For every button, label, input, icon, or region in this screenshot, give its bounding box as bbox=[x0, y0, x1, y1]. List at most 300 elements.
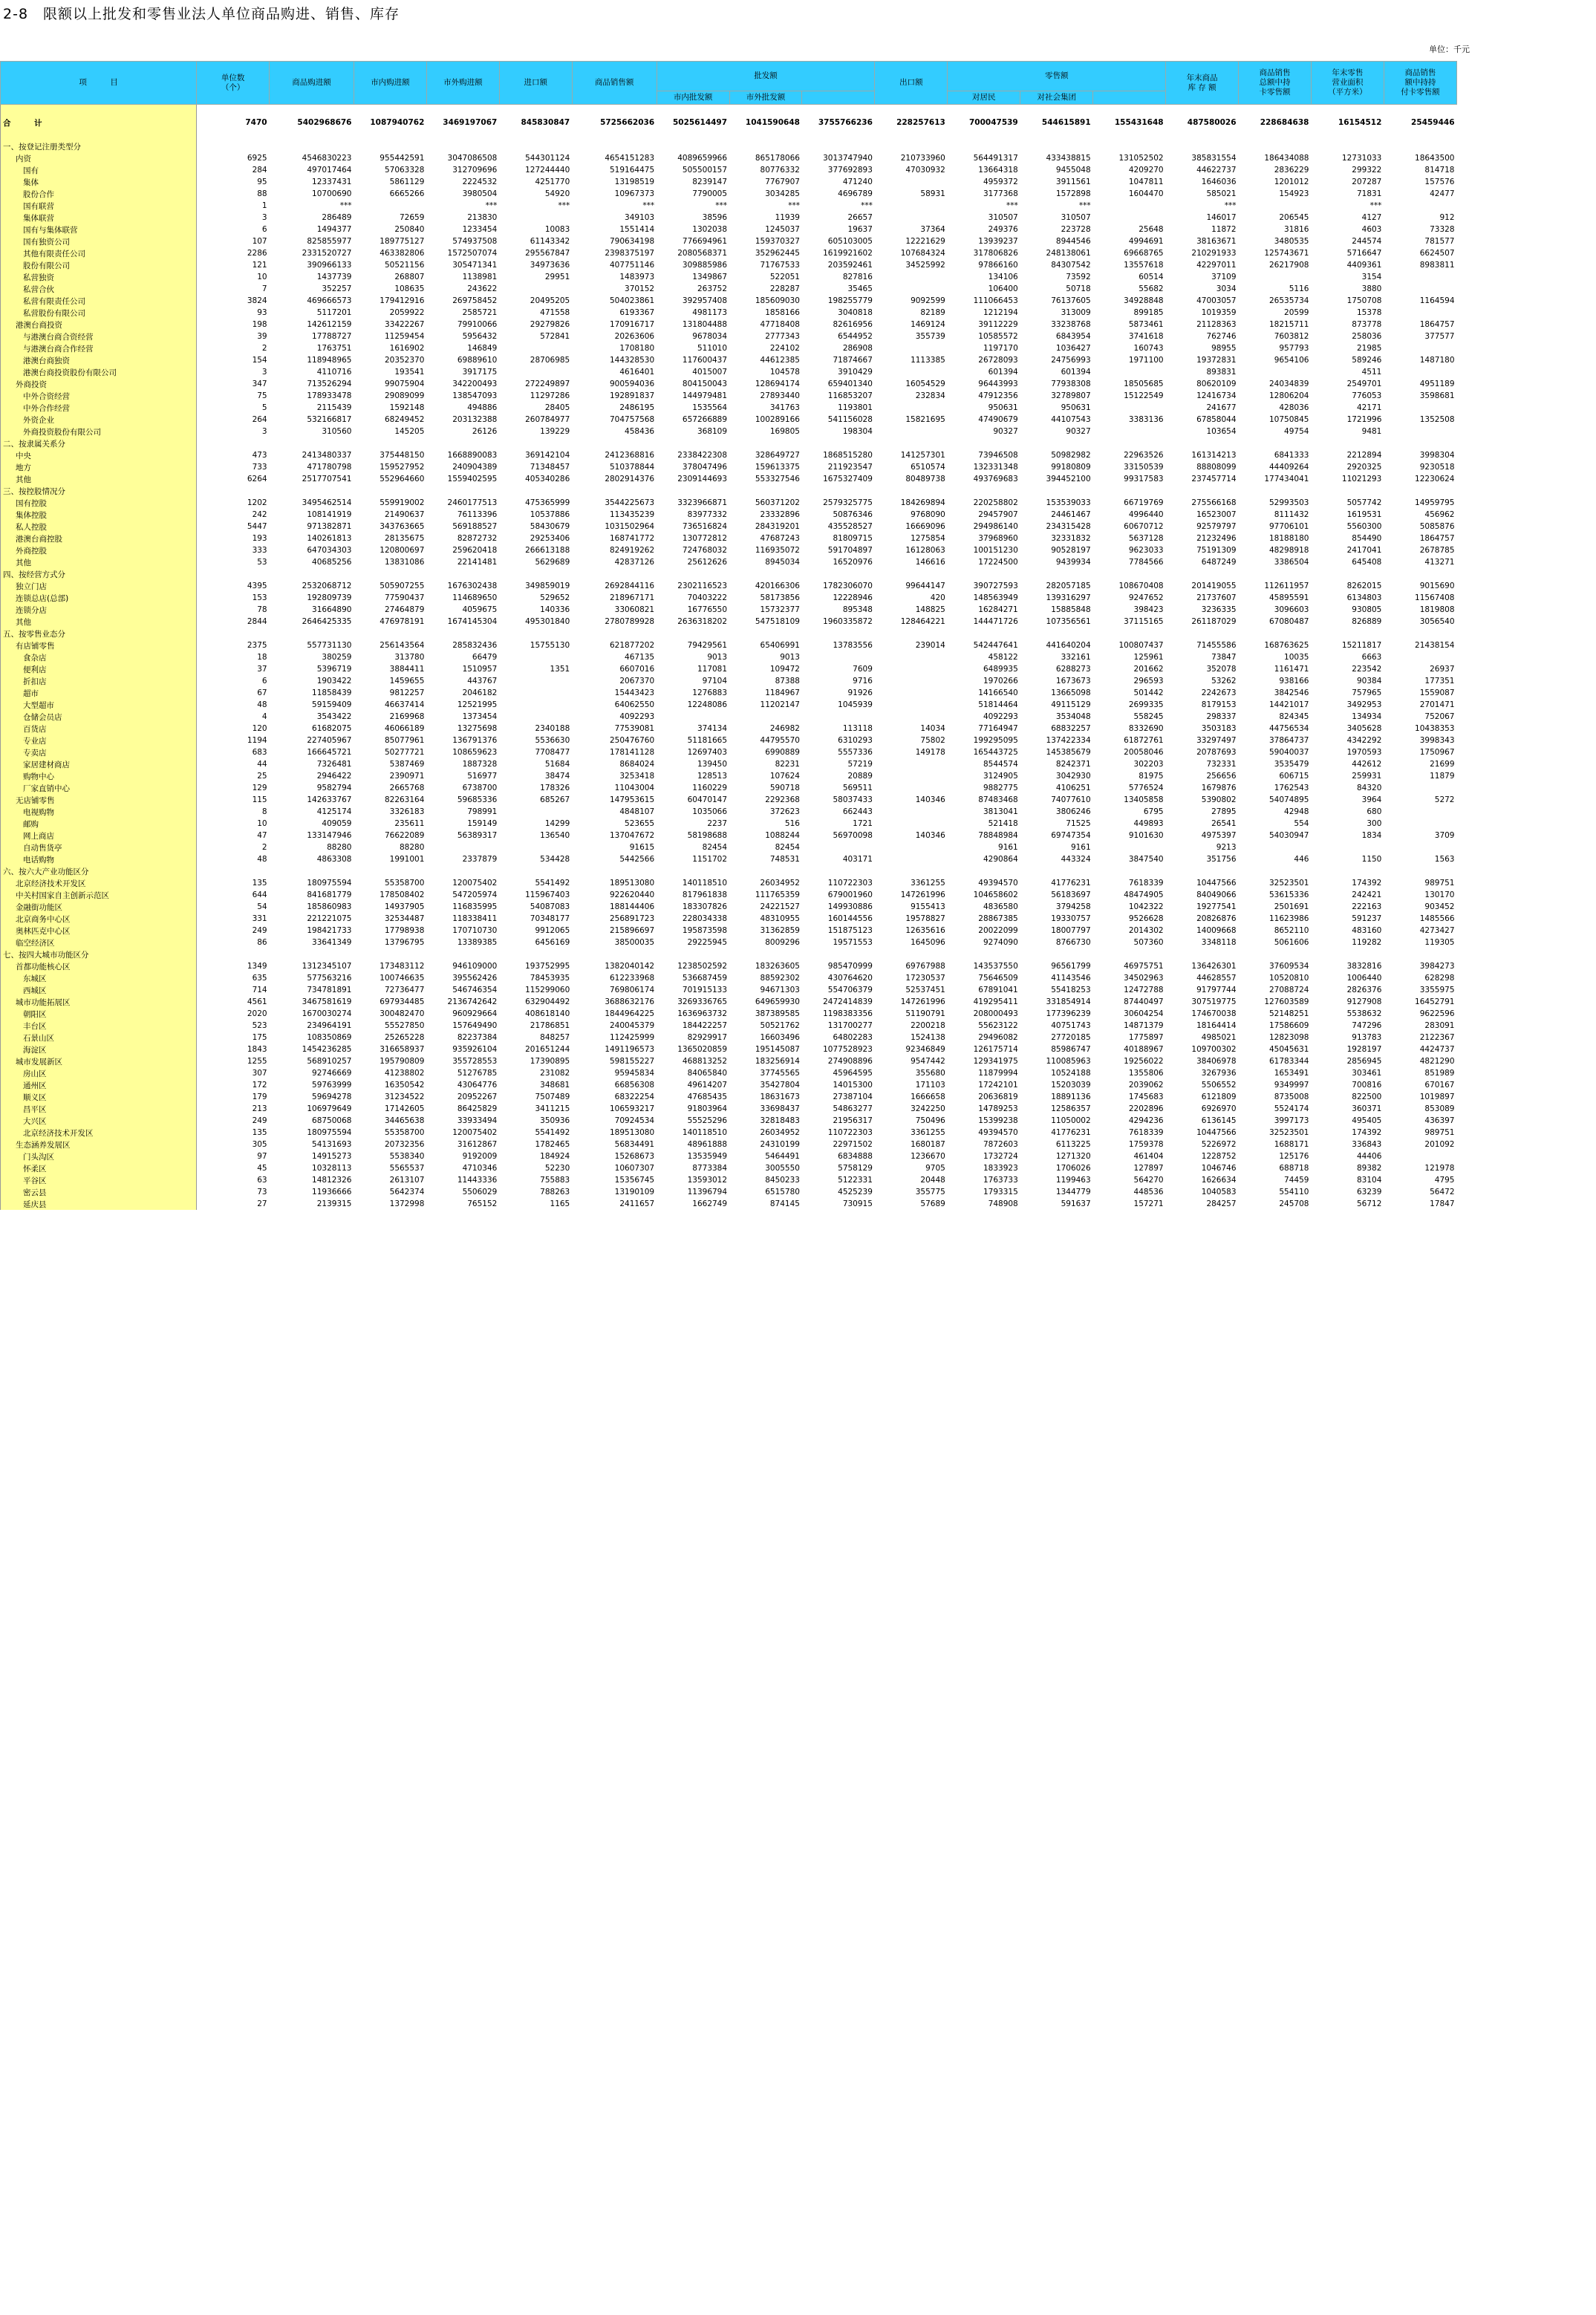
cell-value bbox=[1093, 212, 1166, 224]
table-row bbox=[1, 865, 1457, 877]
cell-value bbox=[1384, 307, 1456, 319]
cell-value bbox=[948, 628, 1020, 639]
cell-value bbox=[1093, 865, 1166, 877]
cell-value: 234315428 bbox=[1046, 522, 1091, 531]
cell-value: 10035 bbox=[1284, 653, 1309, 662]
cell-value: 25612626 bbox=[687, 558, 728, 567]
cell-value: 16350542 bbox=[384, 1081, 425, 1090]
cell-value: 178141128 bbox=[610, 748, 655, 757]
cell-value: 137047672 bbox=[610, 831, 655, 840]
cell-value: 950631 bbox=[1061, 403, 1091, 412]
cell-value: 90528197 bbox=[1051, 546, 1091, 555]
cell-value: 117600437 bbox=[682, 356, 728, 365]
row-label: 专业店 bbox=[1, 735, 197, 746]
cell-value: 85077961 bbox=[384, 736, 425, 745]
cell-value: 53262 bbox=[1211, 677, 1237, 686]
cell-value: 8242371 bbox=[1055, 760, 1091, 769]
cell-value: 647034303 bbox=[307, 546, 352, 555]
cell-value: 6544952 bbox=[838, 332, 873, 341]
cell-value: 9127908 bbox=[1346, 997, 1382, 1006]
row-label: 丰台区 bbox=[1, 1020, 197, 1032]
cell-value: 47490679 bbox=[978, 415, 1018, 424]
cell-value: 9526628 bbox=[1128, 914, 1164, 923]
cell-value: 28706985 bbox=[530, 356, 570, 365]
cell-value bbox=[1384, 841, 1456, 853]
cell-value: 6310293 bbox=[838, 736, 873, 745]
cell-value: 8239147 bbox=[692, 178, 728, 186]
table-row bbox=[1, 1020, 1457, 1032]
cell-value: 227405967 bbox=[307, 736, 352, 745]
cell-value: 60670712 bbox=[1124, 522, 1164, 531]
cell-value: 63 bbox=[257, 1176, 267, 1185]
cell-value: 377692893 bbox=[827, 166, 873, 175]
cell-value bbox=[875, 568, 948, 580]
cell-value bbox=[426, 437, 499, 449]
cell-value bbox=[875, 865, 948, 877]
cell-value: 776694961 bbox=[682, 237, 728, 246]
cell-value: 635 bbox=[252, 974, 267, 983]
cell-value bbox=[1020, 568, 1093, 580]
cell-value: 752067 bbox=[1424, 712, 1455, 721]
cell-value: 20352370 bbox=[384, 356, 425, 365]
cell-value bbox=[875, 651, 948, 663]
cell-value: 15399238 bbox=[978, 1116, 1018, 1125]
cell-value: 17847 bbox=[1430, 1199, 1455, 1208]
cell-value: 1559087 bbox=[1419, 688, 1455, 697]
cell-value bbox=[875, 853, 948, 865]
cell-value: 2412368816 bbox=[605, 451, 655, 460]
table-row bbox=[1, 1103, 1457, 1115]
cell-value bbox=[948, 865, 1020, 877]
table-row bbox=[1, 913, 1457, 925]
cell-value: 131700277 bbox=[827, 1021, 873, 1030]
cell-value bbox=[1093, 402, 1166, 414]
cell-value bbox=[197, 865, 270, 877]
cell-value: 5629689 bbox=[535, 558, 570, 567]
cell-value: 120075402 bbox=[452, 1128, 498, 1137]
table-row bbox=[1, 449, 1457, 461]
cell-value: 912 bbox=[1439, 213, 1455, 222]
cell-value: 1164594 bbox=[1419, 296, 1455, 305]
cell-value: 4209270 bbox=[1128, 166, 1164, 175]
header-ret-blank bbox=[1093, 91, 1166, 105]
cell-value: 377577 bbox=[1424, 332, 1455, 341]
cell-value bbox=[1311, 568, 1384, 580]
cell-value: 117081 bbox=[697, 665, 728, 674]
cell-value: 246982 bbox=[769, 724, 800, 733]
cell-value: 56389317 bbox=[457, 831, 498, 840]
cell-value: 153 bbox=[252, 593, 267, 602]
spacer-cell bbox=[1166, 128, 1239, 140]
cell-value bbox=[1093, 948, 1166, 960]
cell-value: 129341975 bbox=[973, 1057, 1018, 1066]
cell-value bbox=[948, 485, 1020, 497]
cell-value: 55527850 bbox=[384, 1021, 425, 1030]
cell-value: 409059 bbox=[322, 819, 352, 828]
cell-value: 33422267 bbox=[384, 320, 425, 329]
cell-value: 494886 bbox=[467, 403, 498, 412]
cell-value: 10083 bbox=[544, 225, 570, 234]
cell-value: 547205974 bbox=[452, 890, 498, 899]
spacer-row bbox=[1, 128, 1457, 140]
cell-value: 3543422 bbox=[316, 712, 352, 721]
cell-value: 33698437 bbox=[760, 1104, 800, 1113]
cell-value: 336843 bbox=[1352, 1140, 1382, 1149]
cell-value bbox=[1384, 948, 1456, 960]
row-label: 股份合作 bbox=[1, 188, 197, 200]
spacer-cell bbox=[354, 128, 426, 140]
cell-value: 147261996 bbox=[900, 997, 945, 1006]
cell-value: 3688632176 bbox=[605, 997, 655, 1006]
cell-value: 1646036 bbox=[1201, 178, 1237, 186]
cell-value: 59694278 bbox=[312, 1093, 352, 1101]
cell-value: 574937508 bbox=[452, 237, 498, 246]
cell-value: 57219 bbox=[847, 760, 873, 769]
cell-value: 210733960 bbox=[900, 154, 945, 163]
cell-value: 144471726 bbox=[973, 617, 1018, 626]
cell-value: 25648 bbox=[1139, 225, 1164, 234]
table-row bbox=[1, 568, 1457, 580]
spacer-cell bbox=[1020, 105, 1093, 117]
cell-value: 3034 bbox=[1216, 284, 1237, 293]
header-whs-blank bbox=[802, 91, 875, 105]
cell-value: 44756534 bbox=[1269, 724, 1309, 733]
cell-value: 26034952 bbox=[760, 1128, 800, 1137]
cell-value: 5758129 bbox=[838, 1164, 873, 1173]
cell-value: 2237 bbox=[707, 819, 728, 828]
cell-value bbox=[1384, 865, 1456, 877]
cell-value: 3383136 bbox=[1128, 415, 1164, 424]
cell-value bbox=[1384, 437, 1456, 449]
cell-value: 206545 bbox=[1279, 213, 1309, 222]
cell-value bbox=[1020, 948, 1093, 960]
cell-value: 15885848 bbox=[1051, 605, 1091, 614]
cell-value: 108670408 bbox=[1118, 582, 1164, 590]
cell-value: 109472 bbox=[769, 665, 800, 674]
cell-value: 4710346 bbox=[462, 1164, 498, 1173]
cell-value: 148825 bbox=[915, 605, 945, 614]
cell-value: 390727593 bbox=[973, 582, 1018, 590]
cell-value: 8773384 bbox=[692, 1164, 728, 1173]
cell-value: 19578827 bbox=[905, 914, 945, 923]
table-row bbox=[1, 1186, 1457, 1198]
cell-value: 77590437 bbox=[384, 593, 425, 602]
cell-value: 598155227 bbox=[610, 1057, 655, 1066]
table-row bbox=[1, 616, 1457, 628]
cell-value: 495301840 bbox=[525, 617, 570, 626]
cell-value: 175 bbox=[252, 1033, 267, 1042]
cell-value: 215896697 bbox=[610, 926, 655, 935]
cell-value: 10447566 bbox=[1196, 1128, 1237, 1137]
cell-value bbox=[1020, 485, 1093, 497]
cell-value: 4511 bbox=[1361, 368, 1382, 377]
cell-value: 1619921602 bbox=[823, 249, 873, 258]
cell-value: 1572898 bbox=[1055, 189, 1091, 198]
cell-value: 21232496 bbox=[1196, 534, 1237, 543]
cell-value: 1782465 bbox=[535, 1140, 570, 1149]
cell-value: 591237 bbox=[1352, 914, 1382, 923]
cell-value: 13275698 bbox=[457, 724, 498, 733]
table-row bbox=[1, 592, 1457, 604]
cell-value: 1151702 bbox=[692, 855, 728, 864]
cell-value: 3040818 bbox=[838, 308, 873, 317]
cell-value: 6926970 bbox=[1201, 1104, 1237, 1113]
cell-value: 4981173 bbox=[692, 308, 728, 317]
cell-value: 355775 bbox=[915, 1188, 945, 1196]
cell-value: 16128063 bbox=[905, 546, 945, 555]
cell-value: 443324 bbox=[1061, 855, 1091, 864]
cell-value: 328649727 bbox=[755, 451, 800, 460]
cell-value bbox=[270, 437, 354, 449]
cell-value: 125961 bbox=[1133, 653, 1164, 662]
cell-value: 2340188 bbox=[535, 724, 570, 733]
cell-value: 398423 bbox=[1133, 605, 1164, 614]
table-header bbox=[1, 62, 1457, 105]
cell-value: 9230518 bbox=[1419, 463, 1455, 472]
cell-value: 2122367 bbox=[1419, 1033, 1455, 1042]
cell-value: 2613107 bbox=[389, 1176, 425, 1185]
cell-value bbox=[802, 437, 875, 449]
cell-value: 1031502964 bbox=[605, 522, 655, 531]
spacer-cell bbox=[572, 128, 657, 140]
table-row bbox=[1, 984, 1457, 996]
cell-value: 92346849 bbox=[905, 1045, 945, 1054]
row-label: 折扣店 bbox=[1, 675, 197, 687]
cell-value: 18 bbox=[257, 653, 267, 662]
cell-value: 31612867 bbox=[457, 1140, 498, 1149]
cell-value: 220258802 bbox=[973, 498, 1018, 507]
cell-value: 10607307 bbox=[614, 1164, 655, 1173]
cell-value: 1843 bbox=[247, 1045, 267, 1054]
cell-value: 957793 bbox=[1279, 344, 1309, 353]
cell-value: 221221075 bbox=[307, 914, 352, 923]
cell-value: 895348 bbox=[842, 605, 873, 614]
cell-value bbox=[948, 140, 1020, 152]
cell-value: 1750708 bbox=[1346, 296, 1382, 305]
row-label: 五、按零售业态分 bbox=[1, 628, 197, 639]
cell-value: 58931 bbox=[920, 189, 945, 198]
cell-value: 612233968 bbox=[610, 974, 655, 983]
table-row bbox=[1, 533, 1457, 544]
cell-value: 16452791 bbox=[1415, 997, 1455, 1006]
cell-value: 341763 bbox=[769, 403, 800, 412]
cell-value: 310507 bbox=[1061, 213, 1091, 222]
cell-value: 3741618 bbox=[1128, 332, 1164, 341]
cell-value bbox=[354, 568, 426, 580]
cell-value: 601394 bbox=[1061, 368, 1091, 377]
cell-value: 27895 bbox=[1211, 807, 1237, 816]
cell-value: 223728 bbox=[1061, 225, 1091, 234]
cell-value: 3880 bbox=[1361, 284, 1382, 293]
cell-value: 1636963732 bbox=[677, 1009, 728, 1018]
table-row bbox=[1, 390, 1457, 402]
cell-value: 154923 bbox=[1279, 189, 1309, 198]
row-label: 集体联营 bbox=[1, 212, 197, 224]
cell-value: 4795 bbox=[1434, 1176, 1455, 1185]
cell-value: 4089659966 bbox=[677, 154, 728, 163]
cell-value: 5541492 bbox=[535, 879, 570, 888]
cell-value: 14812326 bbox=[312, 1176, 352, 1185]
cell-value bbox=[802, 485, 875, 497]
cell-value bbox=[875, 402, 948, 414]
cell-value: 854490 bbox=[1352, 534, 1382, 543]
row-label: 与港澳台商合资经营 bbox=[1, 331, 197, 342]
row-label: 集体 bbox=[1, 176, 197, 188]
cell-value: 4525239 bbox=[838, 1188, 873, 1196]
cell-value: 82929917 bbox=[687, 1033, 728, 1042]
cell-value: 826889 bbox=[1352, 617, 1382, 626]
cell-value: 76622089 bbox=[384, 831, 425, 840]
cell-value bbox=[499, 948, 572, 960]
cell-value: 6738700 bbox=[462, 784, 498, 792]
cell-value: 42171 bbox=[1356, 403, 1382, 412]
cell-value: 178933478 bbox=[307, 391, 352, 400]
cell-value: 170710730 bbox=[452, 926, 498, 935]
row-label: 大兴区 bbox=[1, 1115, 197, 1127]
cell-value: 71874667 bbox=[833, 356, 873, 365]
cell-value: 1721 bbox=[853, 819, 873, 828]
cell-value: 1619531 bbox=[1346, 510, 1382, 519]
cell-value: 17230537 bbox=[905, 974, 945, 983]
cell-value: 173483112 bbox=[380, 962, 425, 971]
cell-value: 2169968 bbox=[389, 712, 425, 721]
cell-value: 55623122 bbox=[978, 1021, 1018, 1030]
cell-value: 4561 bbox=[247, 997, 267, 1006]
cell-value: 47718408 bbox=[760, 320, 800, 329]
cell-value: 284319201 bbox=[755, 522, 800, 531]
cell-value bbox=[875, 366, 948, 378]
spacer-cell bbox=[1, 105, 197, 117]
row-label: 临空经济区 bbox=[1, 937, 197, 948]
cell-value bbox=[1020, 140, 1093, 152]
table-row bbox=[1, 794, 1457, 806]
cell-value: 1077528923 bbox=[823, 1045, 873, 1054]
cell-value: 420 bbox=[930, 593, 945, 602]
cell-value: 26126 bbox=[472, 427, 498, 436]
cell-value: 2692844116 bbox=[605, 582, 655, 590]
cell-value: 47003057 bbox=[1196, 296, 1237, 305]
cell-value: 32331832 bbox=[1051, 534, 1091, 543]
cell-value: 100807437 bbox=[1118, 641, 1164, 650]
cell-value: 2665768 bbox=[389, 784, 425, 792]
cell-value: *** bbox=[558, 201, 570, 210]
row-label: 金融街功能区 bbox=[1, 901, 197, 913]
cell-value: 24310199 bbox=[760, 1140, 800, 1149]
cell-value: 2059922 bbox=[389, 308, 425, 317]
cell-value: 52148251 bbox=[1269, 1009, 1309, 1018]
cell-value: 522051 bbox=[769, 273, 800, 281]
cell-value: 3361255 bbox=[911, 1128, 945, 1137]
cell-value: 286908 bbox=[842, 344, 873, 353]
cell-value: 1042322 bbox=[1128, 902, 1164, 911]
cell-value: 24034839 bbox=[1269, 380, 1309, 388]
cell-value: 683 bbox=[252, 748, 267, 757]
cell-value: 1887328 bbox=[462, 760, 498, 769]
cell-value: 5716647 bbox=[1346, 249, 1382, 258]
cell-value: 776053 bbox=[1352, 391, 1382, 400]
cell-value bbox=[1384, 628, 1456, 639]
cell-value: 4951189 bbox=[1419, 380, 1455, 388]
cell-value: 1679876 bbox=[1201, 784, 1237, 792]
cell-value bbox=[1239, 366, 1312, 378]
table-row bbox=[1, 176, 1457, 188]
cell-value: 2699335 bbox=[1128, 700, 1164, 709]
cell-value: 137422334 bbox=[1046, 736, 1091, 745]
cell-value bbox=[875, 675, 948, 687]
cell-value: 11872 bbox=[1211, 225, 1237, 234]
table-row bbox=[1, 877, 1457, 889]
cell-value: 294986140 bbox=[973, 522, 1018, 531]
cell-value: 239014 bbox=[915, 641, 945, 650]
cell-value bbox=[875, 212, 948, 224]
cell-value: 21699 bbox=[1430, 760, 1455, 769]
cell-value: 11879 bbox=[1430, 772, 1455, 781]
spacer-cell bbox=[499, 105, 572, 117]
cell-value: 76137605 bbox=[1051, 296, 1091, 305]
cell-value: 302203 bbox=[1133, 760, 1164, 769]
table-row bbox=[1, 723, 1457, 735]
cell-value: 9015690 bbox=[1419, 582, 1455, 590]
cell-value: *** bbox=[861, 201, 873, 210]
cell-value: 73847 bbox=[1211, 653, 1237, 662]
cell-value: 342200493 bbox=[452, 380, 498, 388]
cell-value: 14034 bbox=[920, 724, 945, 733]
cell-value: 10 bbox=[257, 819, 267, 828]
cell-value: 14015300 bbox=[833, 1081, 873, 1090]
cell-value bbox=[426, 140, 499, 152]
spacer-cell bbox=[1020, 128, 1093, 140]
cell-value: 2014302 bbox=[1128, 926, 1164, 935]
cell-value: 960929664 bbox=[452, 1009, 498, 1018]
row-label: 外资企业 bbox=[1, 414, 197, 426]
cell-value: 1732724 bbox=[983, 1152, 1018, 1161]
table-row bbox=[1, 972, 1457, 984]
table-row bbox=[1, 948, 1457, 960]
table-row bbox=[1, 1150, 1457, 1162]
cell-value: 17224500 bbox=[978, 558, 1018, 567]
cell-value: 42837126 bbox=[614, 558, 655, 567]
cell-value: 1864757 bbox=[1419, 534, 1455, 543]
cell-value: 99317583 bbox=[1124, 475, 1164, 483]
cell-value: 6 bbox=[261, 677, 267, 686]
cell-value: 349859019 bbox=[525, 582, 570, 590]
cell-value: 91926 bbox=[847, 688, 873, 697]
cell-value: 53 bbox=[257, 558, 267, 567]
row-label: 奥林匹克中心区 bbox=[1, 925, 197, 937]
cell-value bbox=[499, 342, 572, 354]
cell-value: 71767533 bbox=[760, 261, 800, 270]
cell-value: 8450233 bbox=[765, 1176, 800, 1185]
cell-value: 45045631 bbox=[1269, 1045, 1309, 1054]
cell-value: 5122331 bbox=[838, 1176, 873, 1185]
cell-value: 20263606 bbox=[614, 332, 655, 341]
cell-value: 701915133 bbox=[682, 986, 728, 994]
cell-value: 165443725 bbox=[973, 748, 1018, 757]
cell-value: 4696789 bbox=[838, 189, 873, 198]
cell-value: 130170 bbox=[1424, 890, 1455, 899]
spacer-cell bbox=[875, 105, 948, 117]
cell-value: 8766730 bbox=[1055, 938, 1091, 947]
spacer-cell bbox=[1093, 128, 1166, 140]
cell-value bbox=[875, 283, 948, 295]
cell-value: 16284271 bbox=[978, 605, 1018, 614]
cell-value: 207287 bbox=[1352, 178, 1382, 186]
cell-value: 13796795 bbox=[384, 938, 425, 947]
cell-value: 184924 bbox=[540, 1152, 570, 1161]
cell-value: 82872732 bbox=[457, 534, 498, 543]
cell-value bbox=[729, 140, 802, 152]
cell-value bbox=[729, 865, 802, 877]
